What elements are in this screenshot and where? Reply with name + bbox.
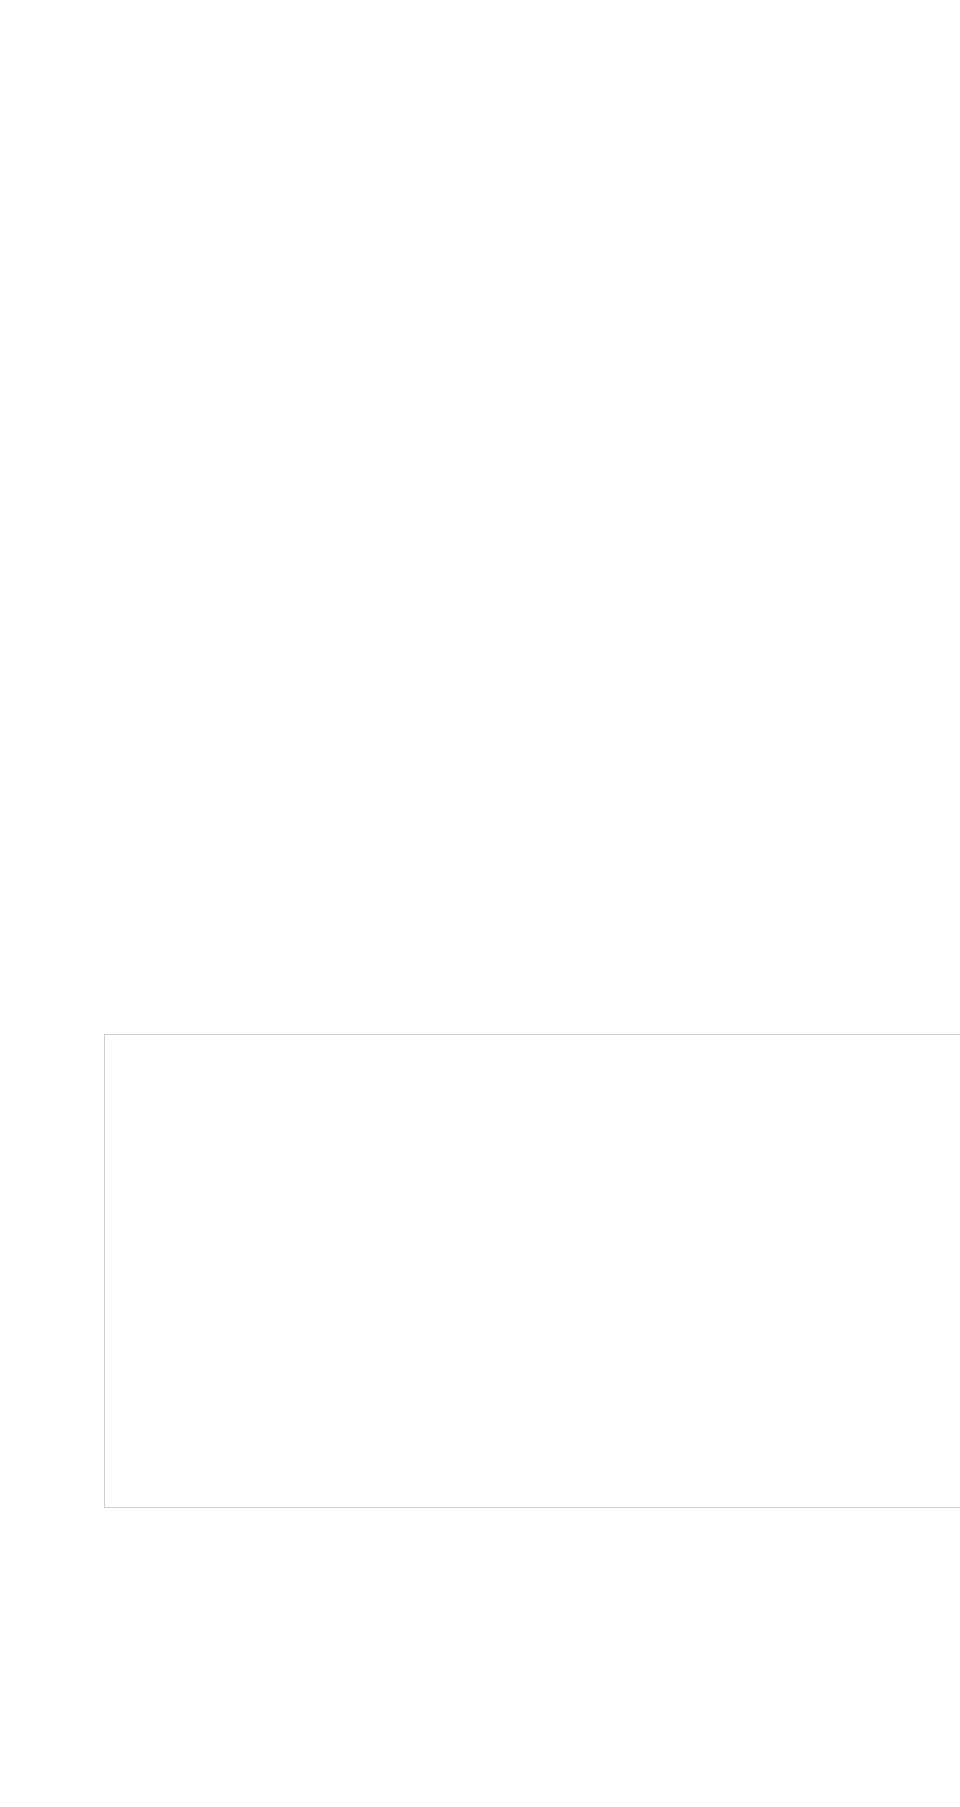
crime-table	[17, 165, 958, 561]
chart-frame	[104, 1034, 960, 1508]
line-chart	[105, 1035, 960, 1507]
